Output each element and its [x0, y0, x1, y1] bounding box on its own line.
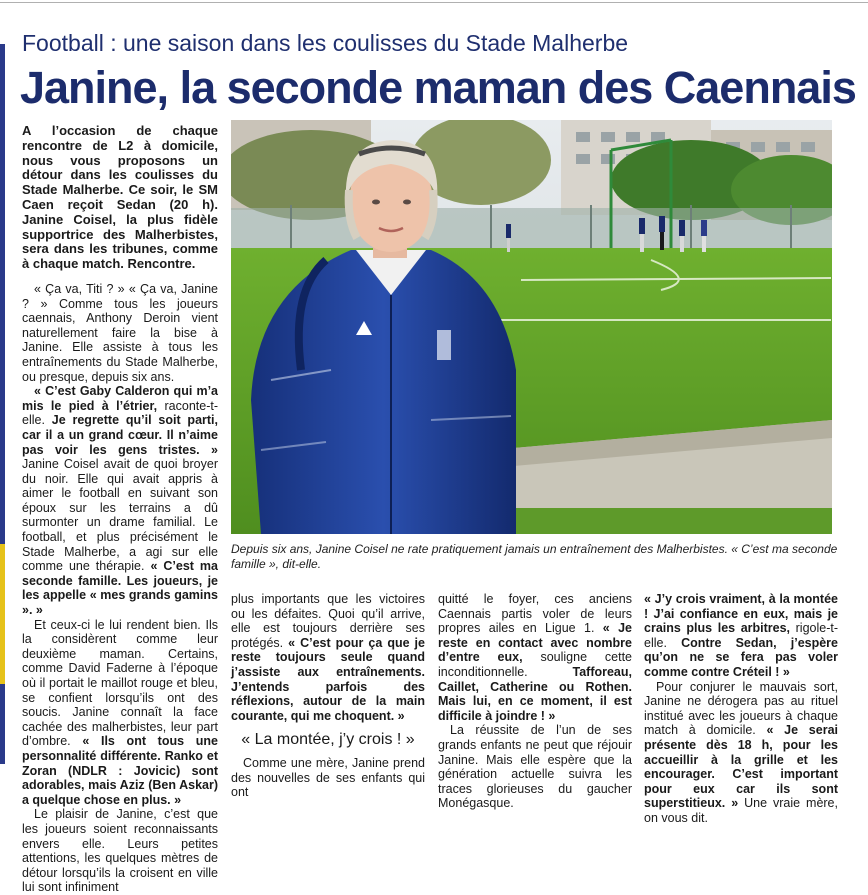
paragraph: « Ça va, Titi ? » « Ça va, Janine ? » Comme tous les joueurs caennais, Anthony Deroin vient naturellement faire la bise à Janine. Elle assiste à tous les entraînements du Stade Malherbe, ou presque, depuis six ans.	[22, 281, 218, 384]
photo-janine-coisel	[231, 120, 832, 534]
photo-caption: Depuis six ans, Janine Coisel ne rate pratiquement jamais un entraînement des Malherbistes. « C’est ma seconde famille », dit-elle.	[231, 542, 838, 571]
paragraph: Pour conjurer le mauvais sort, Janine ne dérogera pas au rituel institué avec les joueurs à chaque match à domicile. « Je serai présente dès 18 h, pour les accueillir à la grille et les encourager. C’est important pour eux car ils sont superstitieux. » Une vraie mère, on vous dit.	[644, 679, 839, 825]
headline: Janine, la seconde maman des Caennais	[20, 62, 856, 113]
paragraph: quitté le foyer, ces anciens Caennais partis voler de leurs propres ailes en Ligue 1. « Je reste en contact avec nombre d’entre eux, souligne cette inconditionnelle. Tafforeau, Caillet, Catherine ou Rothen. Mais lui, en ce moment, il est difficile à joindre ! »	[438, 592, 632, 723]
column-3	[438, 592, 632, 811]
column-4	[644, 592, 838, 826]
column-2	[231, 592, 425, 800]
lead-paragraph: A l’occasion de chaque rencontre de L2 à domicile, nous vous proposons un détour dans les coulisses du Stade Malherbe. Ce soir, le SM Caen reçoit Sedan (20 h). Janine Coisel, la plus fidèle supportrice des Malherbistes, sera dans les tribunes, comme à chaque match. Rencontre.	[22, 123, 218, 272]
section-color-bar	[0, 44, 5, 764]
subheading: « La montée, j’y crois ! »	[241, 731, 415, 749]
paragraph: Le plaisir de Janine, c’est que les joueurs soient reconnaissants envers elle. Leurs petites attentions, les quelques mètres de détour lorsqu’ils la croisent en ville lui sont infiniment	[22, 807, 218, 895]
column-1	[22, 124, 218, 895]
photo-illustration	[231, 120, 832, 534]
paragraph: plus importants que les victoires ou les défaites. Quoi qu’il arrive, elle est toujours derrière ses protégés. « C’est pour ça que je reste toujours seule quand j’assiste aux entraînements. J’entends parfois des réflexions, autour de la main courante, qui me choquent. »	[231, 592, 425, 723]
paragraph: Comme une mère, Janine prend des nouvelles de ses enfants qui ont	[231, 755, 425, 800]
paragraph: La réussite de l’un de ses grands enfants ne peut que réjouir Janine. Mais elle espère que la génération actuelle suivra les traces glorieuses du gaucher Monégasque.	[438, 723, 632, 811]
kicker: Football : une saison dans les coulisses du Stade Malherbe	[22, 30, 629, 56]
top-rule	[0, 2, 868, 3]
paragraph: « C’est Gaby Calderon qui m’a mis le pied à l’étrier, raconte-t-elle. Je regrette qu’il soit parti, car il a un grand cœur. Il n’aime pas voir les gens tristes. » Janine Coisel avait de quoi broyer du noir. Elle qui avait appris à aimer le football en suivant son époux sur les terrains a dû surmonter un drame familial. Le football, et plus précisément le Stade Malherbe, a agi sur elle comme une thérapie. « C’est ma seconde famille. Les joueurs, je les appelle « mes grands gamins ». »	[22, 384, 218, 618]
paragraph: Et ceux-ci le lui rendent bien. Ils la considèrent comme leur deuxième maman. Certains, comme David Faderne à l’époque où il portait le maillot rouge et bleu, se confient lorsqu’ils ont des soucis. Janine connaît la face cachée des malherbistes, leur part d’ombre. « Ils ont tous une personnalité différente. Ranko et Zoran (NDLR : Jovicic) sont adorables, mais Aziz (Ben Askar) a quelque chose en plus. »	[22, 617, 218, 807]
paragraph: « J’y crois vraiment, à la montée ! J’ai confiance en eux, mais je crains plus les arbitres, rigole-t-elle. Contre Sedan, j’espère qu’on ne se fera pas voler comme contre Créteil ! »	[644, 592, 839, 679]
